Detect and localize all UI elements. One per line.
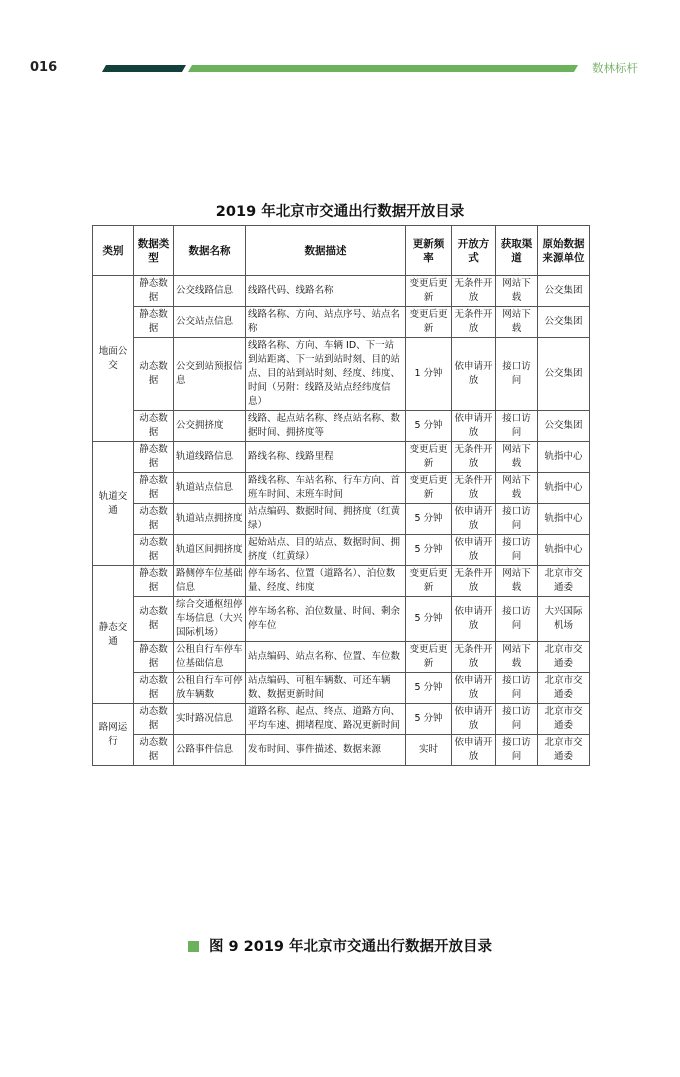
data-type-cell: 静态数据 — [134, 442, 174, 473]
access-channel-cell: 网站下载 — [496, 276, 538, 307]
column-header: 数据描述 — [246, 226, 406, 276]
update-frequency-cell: 5 分钟 — [406, 535, 452, 566]
update-frequency-cell: 5 分钟 — [406, 673, 452, 704]
update-frequency-cell: 变更后更新 — [406, 307, 452, 338]
table-row — [93, 535, 590, 566]
source-unit-cell: 公交集团 — [538, 276, 590, 307]
data-type-cell: 动态数据 — [134, 704, 174, 735]
table-body — [93, 276, 590, 766]
source-unit-cell: 轨指中心 — [538, 504, 590, 535]
source-unit-cell: 北京市交通委 — [538, 704, 590, 735]
access-channel-cell: 网站下载 — [496, 566, 538, 597]
table-row — [93, 276, 590, 307]
source-unit-cell: 公交集团 — [538, 411, 590, 442]
update-frequency-cell: 变更后更新 — [406, 442, 452, 473]
source-unit-cell: 北京市交通委 — [538, 673, 590, 704]
header-bar-dark — [102, 65, 186, 72]
data-name-cell: 实时路况信息 — [174, 704, 246, 735]
source-unit-cell: 轨指中心 — [538, 442, 590, 473]
data-description-cell: 线路、起点站名称、终点站名称、数据时间、拥挤度等 — [246, 411, 406, 442]
figure-label: 图 9 — [208, 939, 239, 955]
data-type-cell: 静态数据 — [134, 473, 174, 504]
column-header: 获取渠道 — [496, 226, 538, 276]
access-channel-cell: 网站下载 — [496, 442, 538, 473]
open-mode-cell: 依申请开放 — [452, 735, 496, 766]
source-unit-cell: 北京市交通委 — [538, 735, 590, 766]
open-mode-cell: 依申请开放 — [452, 504, 496, 535]
open-mode-cell: 依申请开放 — [452, 597, 496, 642]
table-row — [93, 673, 590, 704]
data-name-cell: 轨道区间拥挤度 — [174, 535, 246, 566]
category-cell: 路网运行 — [93, 704, 134, 766]
update-frequency-cell: 5 分钟 — [406, 411, 452, 442]
data-description-cell: 线路代码、线路名称 — [246, 276, 406, 307]
access-channel-cell: 接口访问 — [496, 411, 538, 442]
data-type-cell: 动态数据 — [134, 735, 174, 766]
access-channel-cell: 接口访问 — [496, 504, 538, 535]
open-mode-cell: 依申请开放 — [452, 338, 496, 411]
data-type-cell: 静态数据 — [134, 642, 174, 673]
access-channel-cell: 接口访问 — [496, 704, 538, 735]
data-name-cell: 综合交通枢纽停车场信息（大兴国际机场） — [174, 597, 246, 642]
data-description-cell: 发布时间、事件描述、数据来源 — [246, 735, 406, 766]
data-type-cell: 动态数据 — [134, 535, 174, 566]
data-name-cell: 公交拥挤度 — [174, 411, 246, 442]
open-mode-cell: 依申请开放 — [452, 535, 496, 566]
data-catalog-table — [92, 225, 590, 766]
data-type-cell: 静态数据 — [134, 307, 174, 338]
open-mode-cell: 依申请开放 — [452, 704, 496, 735]
table-row — [93, 442, 590, 473]
data-type-cell: 动态数据 — [134, 338, 174, 411]
data-type-cell: 动态数据 — [134, 504, 174, 535]
open-mode-cell: 无条件开放 — [452, 642, 496, 673]
data-name-cell: 轨道站点信息 — [174, 473, 246, 504]
data-name-cell: 公交站点信息 — [174, 307, 246, 338]
source-unit-cell: 北京市交通委 — [538, 642, 590, 673]
table-header-row — [93, 226, 590, 276]
data-description-cell: 道路名称、起点、终点、道路方向、平均车速、拥堵程度、路况更新时间 — [246, 704, 406, 735]
data-description-cell: 站点编码、站点名称、位置、车位数 — [246, 642, 406, 673]
data-description-cell: 停车场名、位置（道路名）、泊位数量、经度、纬度 — [246, 566, 406, 597]
data-name-cell: 轨道站点拥挤度 — [174, 504, 246, 535]
source-unit-cell: 轨指中心 — [538, 535, 590, 566]
access-channel-cell: 网站下载 — [496, 307, 538, 338]
data-name-cell: 公交线路信息 — [174, 276, 246, 307]
access-channel-cell: 接口访问 — [496, 597, 538, 642]
open-mode-cell: 依申请开放 — [452, 673, 496, 704]
table-row — [93, 473, 590, 504]
table-row — [93, 735, 590, 766]
access-channel-cell: 网站下载 — [496, 642, 538, 673]
table-row — [93, 597, 590, 642]
update-frequency-cell: 变更后更新 — [406, 566, 452, 597]
open-mode-cell: 无条件开放 — [452, 276, 496, 307]
category-cell: 地面公交 — [93, 276, 134, 442]
table-title: 2019 年北京市交通出行数据开放目录 — [215, 204, 465, 220]
data-type-cell: 静态数据 — [134, 566, 174, 597]
update-frequency-cell: 5 分钟 — [406, 704, 452, 735]
table-row — [93, 307, 590, 338]
update-frequency-cell: 5 分钟 — [406, 597, 452, 642]
access-channel-cell: 网站下载 — [496, 473, 538, 504]
caption-marker-square — [188, 941, 199, 952]
source-unit-cell: 大兴国际机场 — [538, 597, 590, 642]
page-number: 016 — [30, 60, 58, 75]
data-type-cell: 动态数据 — [134, 411, 174, 442]
column-header: 开放方式 — [452, 226, 496, 276]
update-frequency-cell: 实时 — [406, 735, 452, 766]
update-frequency-cell: 变更后更新 — [406, 473, 452, 504]
data-description-cell: 线路名称、方向、车辆 ID、下一站到站距离、下一站到站时刻、目的站点、目的站到站时刻、经度、纬度、时间（另附：线路及站点经纬度信息） — [246, 338, 406, 411]
access-channel-cell: 接口访问 — [496, 673, 538, 704]
source-unit-cell: 公交集团 — [538, 338, 590, 411]
table-row — [93, 642, 590, 673]
data-name-cell: 公租自行车停车位基础信息 — [174, 642, 246, 673]
table-row — [93, 411, 590, 442]
source-unit-cell: 公交集团 — [538, 307, 590, 338]
column-header: 原始数据来源单位 — [538, 226, 590, 276]
column-header: 数据类型 — [134, 226, 174, 276]
open-mode-cell: 无条件开放 — [452, 473, 496, 504]
update-frequency-cell: 1 分钟 — [406, 338, 452, 411]
table-row — [93, 566, 590, 597]
table-row — [93, 504, 590, 535]
table-row — [93, 704, 590, 735]
column-header: 更新频率 — [406, 226, 452, 276]
data-name-cell: 路侧停车位基础信息 — [174, 566, 246, 597]
update-frequency-cell: 变更后更新 — [406, 642, 452, 673]
header-bar-green — [188, 65, 578, 72]
data-name-cell: 公交到站预报信息 — [174, 338, 246, 411]
open-mode-cell: 依申请开放 — [452, 411, 496, 442]
figure-caption — [0, 935, 680, 956]
source-unit-cell: 北京市交通委 — [538, 566, 590, 597]
access-channel-cell: 接口访问 — [496, 735, 538, 766]
category-cell: 轨道交通 — [93, 442, 134, 566]
data-name-cell: 公路事件信息 — [174, 735, 246, 766]
data-name-cell: 公租自行车可停放车辆数 — [174, 673, 246, 704]
data-description-cell: 线路名称、方向、站点序号、站点名称 — [246, 307, 406, 338]
data-name-cell: 轨道线路信息 — [174, 442, 246, 473]
data-type-cell: 静态数据 — [134, 276, 174, 307]
open-mode-cell: 无条件开放 — [452, 442, 496, 473]
column-header: 类别 — [93, 226, 134, 276]
table-row — [93, 338, 590, 411]
category-cell: 静态交通 — [93, 566, 134, 704]
section-brand-label: 数林标杆 — [592, 61, 638, 75]
access-channel-cell: 接口访问 — [496, 338, 538, 411]
data-description-cell: 停车场名称、泊位数量、时间、剩余停车位 — [246, 597, 406, 642]
data-type-cell: 动态数据 — [134, 673, 174, 704]
data-description-cell: 路线名称、线路里程 — [246, 442, 406, 473]
data-description-cell: 站点编码、可租车辆数、可还车辆数、数据更新时间 — [246, 673, 406, 704]
update-frequency-cell: 变更后更新 — [406, 276, 452, 307]
data-description-cell: 站点编码、数据时间、拥挤度（红黄绿） — [246, 504, 406, 535]
data-type-cell: 动态数据 — [134, 597, 174, 642]
data-description-cell: 路线名称、车站名称、行车方向、首班车时间、末班车时间 — [246, 473, 406, 504]
update-frequency-cell: 5 分钟 — [406, 504, 452, 535]
figure-caption-text: 2019 年北京市交通出行数据开放目录 — [243, 939, 493, 955]
data-description-cell: 起始站点、目的站点、数据时间、拥挤度（红黄绿） — [246, 535, 406, 566]
open-mode-cell: 无条件开放 — [452, 566, 496, 597]
column-header: 数据名称 — [174, 226, 246, 276]
open-mode-cell: 无条件开放 — [452, 307, 496, 338]
source-unit-cell: 轨指中心 — [538, 473, 590, 504]
access-channel-cell: 接口访问 — [496, 535, 538, 566]
